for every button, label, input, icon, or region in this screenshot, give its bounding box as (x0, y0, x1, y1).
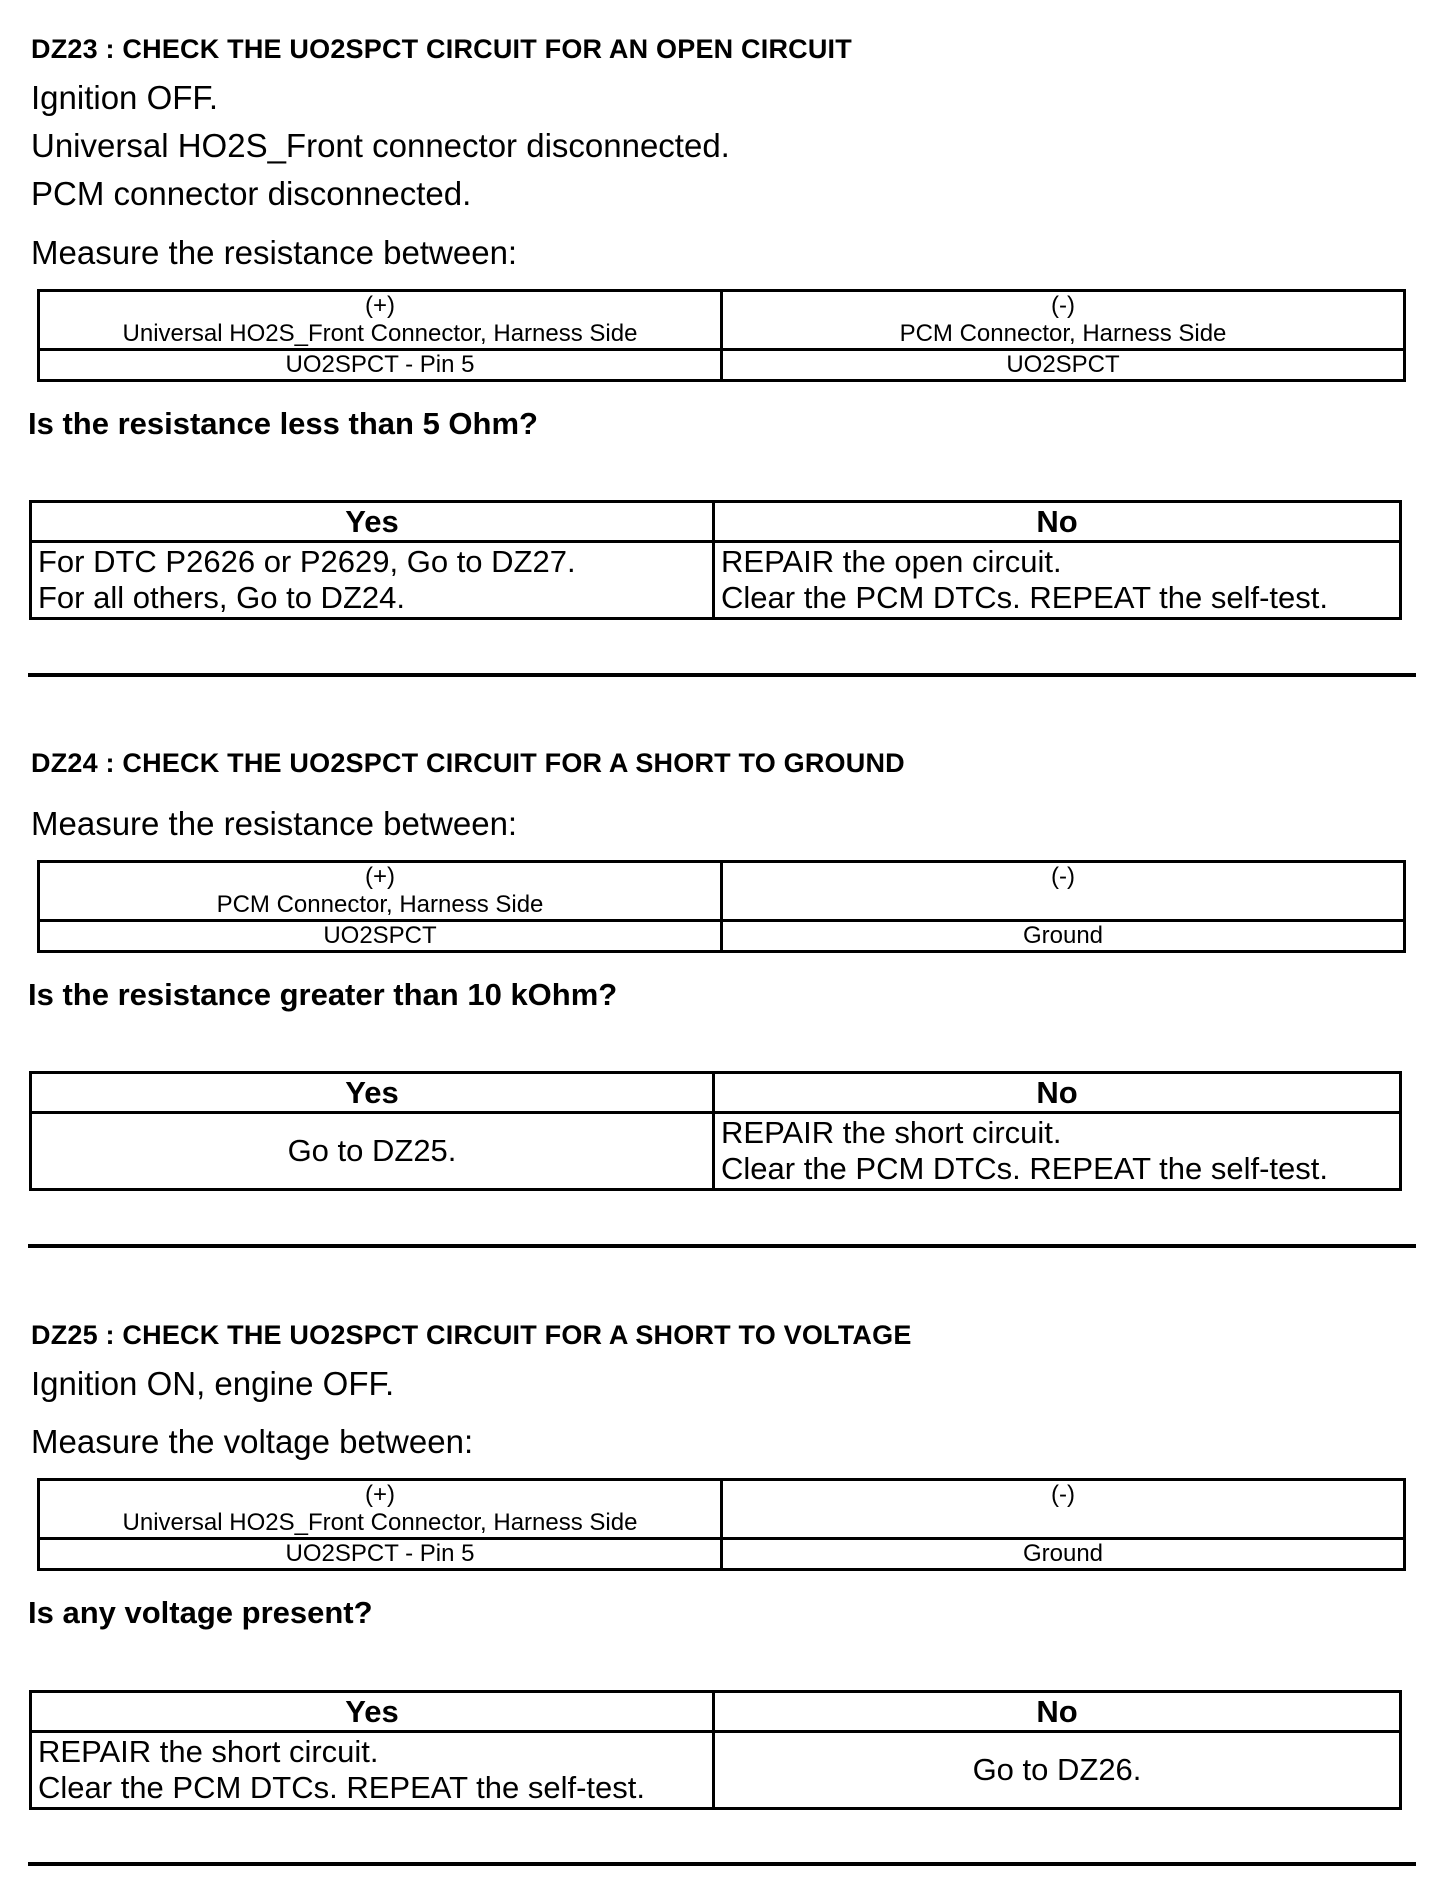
no-header: No (714, 502, 1401, 542)
measure-instruction: Measure the resistance between: (31, 234, 518, 271)
condition-text: Ignition ON, engine OFF. (31, 1365, 395, 1402)
plus-location: PCM Connector, Harness Side (216, 891, 544, 918)
yes-header: Yes (31, 1692, 714, 1732)
plus-value: UO2SPCT (39, 921, 722, 952)
plus-location: Universal HO2S_Front Connector, Harness Side (122, 320, 638, 347)
condition-text: PCM connector disconnected. (31, 175, 472, 212)
no-action-line: Clear the PCM DTCs. REPEAT the self-test. (721, 1151, 1328, 1186)
plus-probe-cell (39, 291, 722, 350)
yes-action-line: Clear the PCM DTCs. REPEAT the self-test. (38, 1770, 645, 1805)
minus-symbol: (-) (1051, 1481, 1075, 1508)
plus-symbol: (+) (365, 863, 395, 890)
yes-header: Yes (31, 1073, 714, 1113)
plus-location: Universal HO2S_Front Connector, Harness Side (122, 1509, 638, 1536)
section-divider (28, 1244, 1416, 1248)
minus-probe-cell (722, 291, 1405, 350)
minus-probe-cell (722, 1480, 1405, 1539)
section-divider (28, 1862, 1416, 1866)
step-heading: DZ25 : CHECK THE UO2SPCT CIRCUIT FOR A SHORT TO VOLTAGE (31, 1320, 912, 1350)
no-action (714, 1113, 1401, 1190)
section-divider (28, 673, 1416, 677)
minus-value: Ground (722, 921, 1405, 952)
measurement-table (37, 860, 1406, 953)
yes-action (31, 542, 714, 619)
measurement-table (37, 1478, 1406, 1571)
no-action-line: REPAIR the open circuit. (721, 544, 1062, 579)
plus-value: UO2SPCT - Pin 5 (39, 350, 722, 381)
step-heading: DZ24 : CHECK THE UO2SPCT CIRCUIT FOR A SHORT TO GROUND (31, 748, 905, 778)
step-question: Is any voltage present? (28, 1595, 373, 1630)
result-table (29, 500, 1402, 620)
minus-symbol: (-) (1051, 863, 1075, 890)
no-action: Go to DZ26. (714, 1732, 1401, 1809)
yes-header: Yes (31, 502, 714, 542)
no-header: No (714, 1073, 1401, 1113)
no-header: No (714, 1692, 1401, 1732)
measurement-table (37, 289, 1406, 382)
plus-probe-cell (39, 1480, 722, 1539)
condition-text: Universal HO2S_Front connector disconnected. (31, 127, 730, 164)
plus-probe-cell (39, 862, 722, 921)
plus-symbol: (+) (365, 1481, 395, 1508)
yes-action-line: REPAIR the short circuit. (38, 1734, 379, 1769)
condition-text: Ignition OFF. (31, 79, 219, 116)
minus-probe-cell (722, 862, 1405, 921)
yes-action-line: For all others, Go to DZ24. (38, 580, 405, 615)
measure-instruction: Measure the voltage between: (31, 1423, 474, 1460)
plus-symbol: (+) (365, 292, 395, 319)
minus-symbol: (-) (1051, 292, 1075, 319)
yes-action: Go to DZ25. (31, 1113, 714, 1190)
minus-value: UO2SPCT (722, 350, 1405, 381)
plus-value: UO2SPCT - Pin 5 (39, 1539, 722, 1570)
result-table (29, 1690, 1402, 1810)
minus-location: PCM Connector, Harness Side (899, 320, 1227, 347)
no-action-line: REPAIR the short circuit. (721, 1115, 1062, 1150)
minus-value: Ground (722, 1539, 1405, 1570)
step-heading: DZ23 : CHECK THE UO2SPCT CIRCUIT FOR AN OPEN CIRCUIT (31, 34, 852, 64)
step-question: Is the resistance less than 5 Ohm? (28, 406, 538, 441)
step-question: Is the resistance greater than 10 kOhm? (28, 977, 618, 1012)
result-table (29, 1071, 1402, 1191)
no-action (714, 542, 1401, 619)
no-action-line: Clear the PCM DTCs. REPEAT the self-test. (721, 580, 1328, 615)
measure-instruction: Measure the resistance between: (31, 805, 518, 842)
yes-action (31, 1732, 714, 1809)
yes-action-line: For DTC P2626 or P2629, Go to DZ27. (38, 544, 576, 579)
